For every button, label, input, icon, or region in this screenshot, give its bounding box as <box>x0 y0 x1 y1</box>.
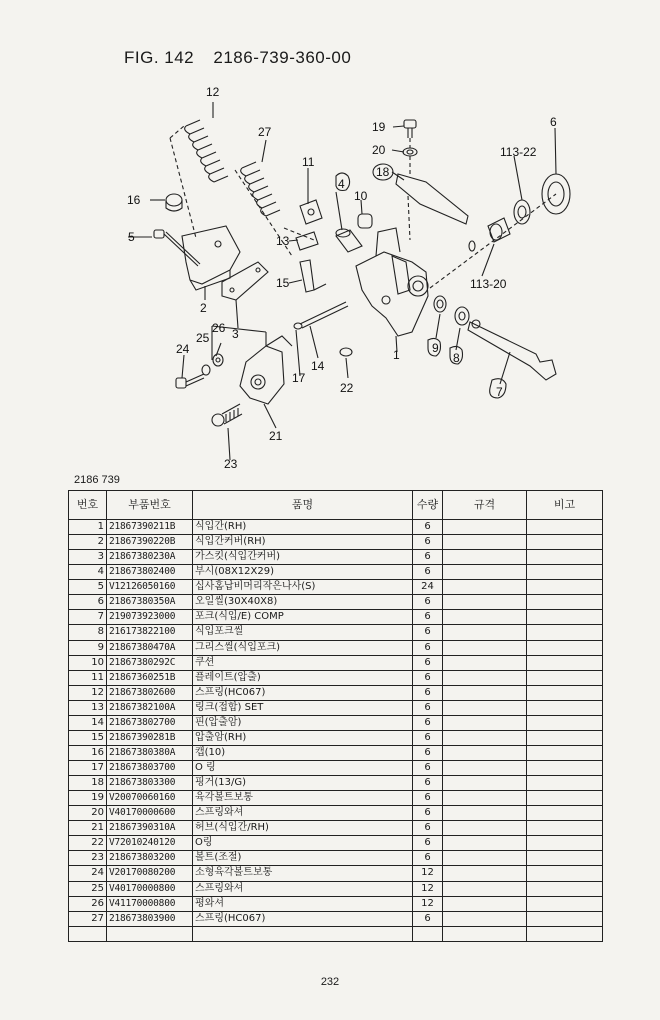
cell-no: 8 <box>69 625 107 640</box>
cell-qty: 6 <box>413 655 443 670</box>
cell-part-no: V20170080200 <box>107 866 193 881</box>
cell-no: 19 <box>69 791 107 806</box>
cell-part-no: V40170000600 <box>107 806 193 821</box>
cell-remark <box>527 806 603 821</box>
cell-remark <box>527 926 603 941</box>
cell-qty: 6 <box>413 761 443 776</box>
cell-part-no: 21867390281B <box>107 730 193 745</box>
cell-remark <box>527 776 603 791</box>
table-row <box>69 896 603 911</box>
callout-labels <box>127 85 557 470</box>
cell-spec <box>443 926 527 941</box>
cell-no: 13 <box>69 700 107 715</box>
cell-name: 플레이트(압출) <box>193 670 413 685</box>
cell-no: 18 <box>69 776 107 791</box>
cell-spec <box>443 791 527 806</box>
callout-16: 16 <box>127 193 141 207</box>
cell-name: 쿠션 <box>193 655 413 670</box>
cell-part-no: 21867390310A <box>107 821 193 836</box>
cell-no: 25 <box>69 881 107 896</box>
gasket-3 <box>222 262 268 300</box>
cell-part-no: 216173822100 <box>107 625 193 640</box>
cell-name: 스프링(HC067) <box>193 685 413 700</box>
cell-part-no: 218673803900 <box>107 911 193 926</box>
cell-spec <box>443 625 527 640</box>
cell-name: 소형육각볼트보통 <box>193 866 413 881</box>
callout-1: 1 <box>393 348 400 362</box>
bolt-19 <box>404 120 416 138</box>
table-row <box>69 761 603 776</box>
cell-remark <box>527 851 603 866</box>
cell-spec <box>443 550 527 565</box>
arm-15 <box>300 260 326 292</box>
cushion-10 <box>358 214 372 228</box>
cell-qty: 6 <box>413 685 443 700</box>
cell-qty: 6 <box>413 776 443 791</box>
parts-table-body <box>69 520 603 942</box>
cell-spec <box>443 821 527 836</box>
cell-part-no: 218673803700 <box>107 761 193 776</box>
bolt-24 <box>176 374 204 388</box>
cell-spec <box>443 881 527 896</box>
table-row <box>69 700 603 715</box>
cell-spec <box>443 670 527 685</box>
cell-remark <box>527 670 603 685</box>
callout-5: 5 <box>128 230 135 244</box>
cell-remark <box>527 911 603 926</box>
cell-part-no: 21867390220B <box>107 535 193 550</box>
table-row <box>69 776 603 791</box>
header-spec: 규격 <box>443 491 527 520</box>
cell-no <box>69 926 107 941</box>
cell-name: 가스킷(식입간커버) <box>193 550 413 565</box>
cell-part-no: V40170000800 <box>107 881 193 896</box>
table-row <box>69 730 603 745</box>
cell-qty: 6 <box>413 730 443 745</box>
cell-no: 26 <box>69 896 107 911</box>
page-number: 232 <box>320 976 340 988</box>
cell-remark <box>527 625 603 640</box>
figure-label: FIG. 142 <box>124 48 195 67</box>
callout-24: 24 <box>176 342 190 356</box>
table-caption: 2186 739 <box>74 474 120 486</box>
cell-remark <box>527 700 603 715</box>
cell-spec <box>443 745 527 760</box>
cell-spec <box>443 896 527 911</box>
table-header-row <box>69 491 603 520</box>
table-row <box>69 565 603 580</box>
callout-7: 7 <box>496 385 503 399</box>
cell-name: 링크(접합) SET <box>193 700 413 715</box>
cell-qty: 6 <box>413 851 443 866</box>
cell-spec <box>443 565 527 580</box>
cell-remark <box>527 520 603 535</box>
cell-name: 부시(08X12X29) <box>193 565 413 580</box>
cell-spec <box>443 685 527 700</box>
cell-remark <box>527 550 603 565</box>
cell-spec <box>443 715 527 730</box>
cell-name: 캡(10) <box>193 745 413 760</box>
cell-part-no: 21867382100A <box>107 700 193 715</box>
cell-part-no: 21867380470A <box>107 640 193 655</box>
cell-part-no: 21867380230A <box>107 550 193 565</box>
cell-remark <box>527 761 603 776</box>
cell-part-no: V12126050160 <box>107 580 193 595</box>
callout-19: 19 <box>372 120 386 134</box>
cell-spec <box>443 640 527 655</box>
table-row <box>69 655 603 670</box>
callout-18: 18 <box>376 165 390 179</box>
plate-11 <box>300 200 322 224</box>
cell-qty: 6 <box>413 791 443 806</box>
washer-20 <box>403 148 417 156</box>
cell-spec <box>443 866 527 881</box>
table-row <box>69 535 603 550</box>
cell-qty: 6 <box>413 625 443 640</box>
cell-remark <box>527 655 603 670</box>
cell-name: 식입포크씰 <box>193 625 413 640</box>
cell-remark <box>527 565 603 580</box>
cell-name: 허브(식입간/RH) <box>193 821 413 836</box>
table-row <box>69 595 603 610</box>
cell-no: 2 <box>69 535 107 550</box>
cell-remark <box>527 836 603 851</box>
cell-part-no: 219073923000 <box>107 610 193 625</box>
cell-spec <box>443 806 527 821</box>
callout-22: 22 <box>340 381 354 395</box>
cell-name: 핀(압출암) <box>193 715 413 730</box>
cell-remark <box>527 866 603 881</box>
cell-spec <box>443 836 527 851</box>
cell-remark <box>527 821 603 836</box>
cell-qty: 6 <box>413 565 443 580</box>
cell-name: O 링 <box>193 761 413 776</box>
callout-3: 3 <box>232 327 239 341</box>
cell-spec <box>443 700 527 715</box>
cell-no: 16 <box>69 745 107 760</box>
callout-20: 20 <box>372 143 386 157</box>
table-row <box>69 580 603 595</box>
cell-remark <box>527 640 603 655</box>
cell-qty: 6 <box>413 520 443 535</box>
cell-remark <box>527 730 603 745</box>
cell-qty: 6 <box>413 670 443 685</box>
cell-name: 오일씰(30X40X8) <box>193 595 413 610</box>
callout-11: 11 <box>302 155 315 169</box>
cell-name: 스프링(HC067) <box>193 911 413 926</box>
cell-spec <box>443 911 527 926</box>
cell-qty: 6 <box>413 700 443 715</box>
callout-26: 26 <box>212 321 226 335</box>
cell-qty: 6 <box>413 610 443 625</box>
cell-name: 압출암(RH) <box>193 730 413 745</box>
cell-part-no: 21867380380A <box>107 745 193 760</box>
bolt-23 <box>212 404 242 426</box>
cell-part-no: 218673803300 <box>107 776 193 791</box>
cell-part-no: V41170000800 <box>107 896 193 911</box>
cell-remark <box>527 791 603 806</box>
cell-name: 포크(식입/E) COMP <box>193 610 413 625</box>
cell-no: 10 <box>69 655 107 670</box>
cell-spec <box>443 610 527 625</box>
table-row <box>69 745 603 760</box>
cell-qty: 6 <box>413 745 443 760</box>
callout-113-22: 113-22 <box>500 145 537 159</box>
cell-spec <box>443 520 527 535</box>
table-row <box>69 866 603 881</box>
case-1 <box>356 228 428 336</box>
fork-7 <box>468 320 556 380</box>
screw-5 <box>154 230 200 266</box>
cell-qty: 6 <box>413 550 443 565</box>
cell-part-no: 218673802700 <box>107 715 193 730</box>
cell-no: 5 <box>69 580 107 595</box>
callout-6: 6 <box>550 115 557 129</box>
cell-part-no: 218673802400 <box>107 565 193 580</box>
header-qty: 수량 <box>413 491 443 520</box>
cell-qty: 6 <box>413 911 443 926</box>
table-row <box>69 520 603 535</box>
callout-12: 12 <box>206 85 220 99</box>
table-row <box>69 610 603 625</box>
cell-part-no: 21867360251B <box>107 670 193 685</box>
cell-no: 6 <box>69 595 107 610</box>
cell-part-no: 218673802600 <box>107 685 193 700</box>
part-113-20 <box>469 218 510 251</box>
cell-no: 3 <box>69 550 107 565</box>
table-row <box>69 625 603 640</box>
o-ring-17 <box>294 323 302 329</box>
callout-113-20: 113-20 <box>470 277 507 291</box>
cell-no: 20 <box>69 806 107 821</box>
table-row <box>69 670 603 685</box>
cell-remark <box>527 580 603 595</box>
cell-part-no: V20070060160 <box>107 791 193 806</box>
cell-remark <box>527 610 603 625</box>
cell-name: 스프링와셔 <box>193 806 413 821</box>
cell-part-no: 21867380350A <box>107 595 193 610</box>
cell-name: 핑거(13/G) <box>193 776 413 791</box>
callout-23: 23 <box>224 457 238 470</box>
cell-name: 스프링와셔 <box>193 881 413 896</box>
cover-2 <box>182 226 240 290</box>
header-remark: 비고 <box>527 491 603 520</box>
cell-part-no: V72010240120 <box>107 836 193 851</box>
table-row <box>69 851 603 866</box>
cell-no: 21 <box>69 821 107 836</box>
cell-no: 9 <box>69 640 107 655</box>
cell-name: 식입간커버(RH) <box>193 535 413 550</box>
cell-spec <box>443 595 527 610</box>
cell-no: 23 <box>69 851 107 866</box>
finger-18 <box>396 174 468 224</box>
cell-spec <box>443 851 527 866</box>
cell-qty: 6 <box>413 595 443 610</box>
cell-spec <box>443 776 527 791</box>
callout-2: 2 <box>200 301 207 315</box>
cell-no: 1 <box>69 520 107 535</box>
table-row <box>69 806 603 821</box>
cell-remark <box>527 896 603 911</box>
flat-washer-26 <box>213 354 223 366</box>
cell-name: 그리스씰(식입포크) <box>193 640 413 655</box>
table-row <box>69 836 603 851</box>
table-row <box>69 821 603 836</box>
callout-10: 10 <box>354 189 368 203</box>
part-113-22 <box>514 200 530 224</box>
cell-no: 7 <box>69 610 107 625</box>
header-no: 번호 <box>69 491 107 520</box>
spring-12 <box>185 120 228 182</box>
hub-21 <box>240 336 292 404</box>
o-ring-22 <box>340 348 352 356</box>
figure-number: 2186-739-360-00 <box>213 48 352 67</box>
cell-no: 17 <box>69 761 107 776</box>
header-part-no: 부품번호 <box>107 491 193 520</box>
table-row <box>69 685 603 700</box>
table-row <box>69 791 603 806</box>
cell-no: 24 <box>69 866 107 881</box>
cell-remark <box>527 595 603 610</box>
table-row <box>69 715 603 730</box>
callout-15: 15 <box>276 276 290 290</box>
cell-qty: 12 <box>413 896 443 911</box>
cell-spec <box>443 655 527 670</box>
cap-16 <box>166 194 182 211</box>
parts-table <box>68 490 603 942</box>
cell-no: 12 <box>69 685 107 700</box>
table-row <box>69 911 603 926</box>
cell-name: 육각볼트보통 <box>193 791 413 806</box>
cell-qty <box>413 926 443 941</box>
cell-name: 식입간(RH) <box>193 520 413 535</box>
cell-part-no: 21867380292C <box>107 655 193 670</box>
table-row <box>69 640 603 655</box>
cell-name: 십사홈납비머리작은나사(S) <box>193 580 413 595</box>
cell-spec <box>443 761 527 776</box>
cell-qty: 24 <box>413 580 443 595</box>
cell-qty: 6 <box>413 836 443 851</box>
cell-no: 22 <box>69 836 107 851</box>
cell-remark <box>527 685 603 700</box>
table-row <box>69 926 603 941</box>
callout-27: 27 <box>258 125 272 139</box>
cell-name <box>193 926 413 941</box>
fork-seal-8 <box>455 307 469 325</box>
spring-washer-25 <box>202 365 210 375</box>
cell-name: 볼트(조절) <box>193 851 413 866</box>
cell-spec <box>443 730 527 745</box>
cell-remark <box>527 715 603 730</box>
callout-21: 21 <box>269 429 283 443</box>
cell-no: 15 <box>69 730 107 745</box>
cell-qty: 6 <box>413 715 443 730</box>
callout-14: 14 <box>311 359 325 373</box>
cell-part-no: 21867390211B <box>107 520 193 535</box>
callout-9: 9 <box>432 341 439 355</box>
header-name: 품명 <box>193 491 413 520</box>
cell-qty: 12 <box>413 866 443 881</box>
table-row <box>69 550 603 565</box>
cell-no: 27 <box>69 911 107 926</box>
cell-remark <box>527 535 603 550</box>
table-row <box>69 881 603 896</box>
bush-4 <box>336 229 362 252</box>
cell-spec <box>443 535 527 550</box>
cell-no: 4 <box>69 565 107 580</box>
cell-remark <box>527 745 603 760</box>
grease-seal-9 <box>434 296 446 312</box>
cell-qty: 6 <box>413 806 443 821</box>
exploded-parts-diagram <box>0 0 660 470</box>
callout-17: 17 <box>292 371 306 385</box>
callout-25: 25 <box>196 331 210 345</box>
cell-part-no <box>107 926 193 941</box>
cell-qty: 12 <box>413 881 443 896</box>
cell-qty: 6 <box>413 821 443 836</box>
callout-13: 13 <box>276 234 290 248</box>
cell-name: O링 <box>193 836 413 851</box>
pin-14 <box>300 302 348 328</box>
cell-spec <box>443 580 527 595</box>
cell-no: 14 <box>69 715 107 730</box>
cell-no: 11 <box>69 670 107 685</box>
cell-qty: 6 <box>413 640 443 655</box>
callout-8: 8 <box>453 351 460 365</box>
cell-part-no: 218673803200 <box>107 851 193 866</box>
cell-remark <box>527 881 603 896</box>
cell-name: 평와셔 <box>193 896 413 911</box>
callout-4: 4 <box>338 177 345 191</box>
cell-qty: 6 <box>413 535 443 550</box>
